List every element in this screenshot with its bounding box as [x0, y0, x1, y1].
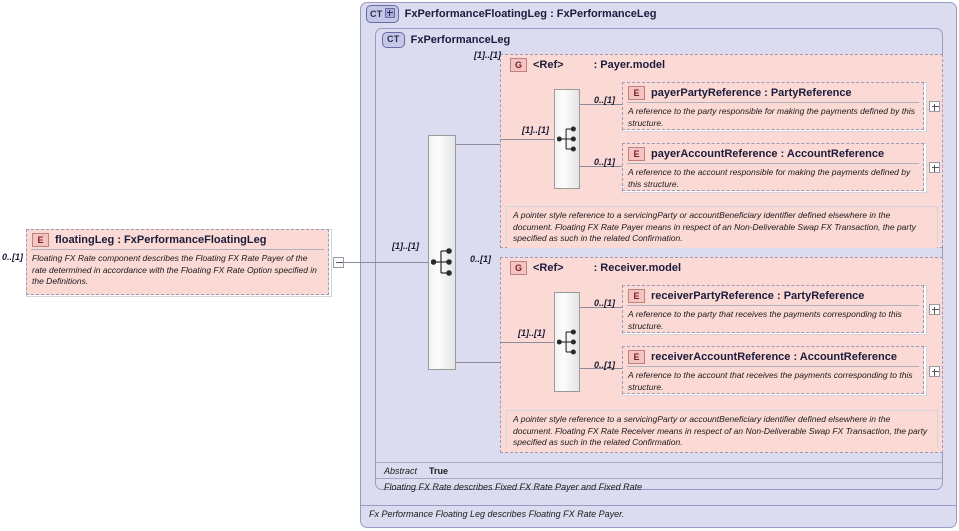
connector-line — [360, 262, 428, 263]
element-payer-account-reference[interactable] — [622, 143, 924, 191]
complextype-badge-inner-label: CT — [387, 34, 400, 44]
element-doc: A reference to the party that receives the payments corresponding to this structure. — [628, 309, 902, 331]
group-payer-doc-wrap — [506, 206, 938, 244]
outer-type-header — [366, 5, 656, 23]
complextype-badge-outer-label: CT — [370, 9, 383, 19]
inner-type-footer-doc: Floating FX Rate describes Fixed FX Rate Payer and Fixed Rate — [376, 478, 942, 492]
complextype-expand-icon[interactable] — [385, 8, 395, 18]
payer-party-ref-expand-toggle[interactable] — [929, 101, 940, 112]
group-payer-doc: A pointer style reference to a servicingParty or accountBeneficiary identifier defined elsewhere in the document. Floating FX Rate Payer means in respect of an Non-Deliverable Swap FX Transaction, the party specified as such in the related Confirmation. — [507, 207, 937, 248]
element-name: receiverPartyReference : PartyReference — [651, 290, 865, 302]
floating-leg-cardinality: 0..[1] — [2, 252, 24, 262]
group-payer-ref: <Ref> — [533, 59, 564, 71]
outer-type-title: FxPerformanceFloatingLeg : FxPerformanceLeg — [404, 8, 657, 20]
floating-leg-collapse-toggle[interactable] — [333, 257, 344, 268]
divider — [627, 366, 919, 367]
receiver-party-ref-cardinality: 0..[1] — [594, 298, 616, 308]
abstract-value: True — [429, 465, 449, 476]
inner-type-header — [382, 32, 510, 48]
payer-account-ref-expand-toggle[interactable] — [929, 162, 940, 173]
element-receiver-account-reference[interactable] — [622, 346, 924, 394]
abstract-property-row — [376, 462, 942, 478]
sequence-compositor-icon — [431, 245, 453, 279]
divider — [627, 102, 919, 103]
divider — [627, 163, 919, 164]
payer-account-ref-cardinality: 0..[1] — [594, 157, 616, 167]
element-name: payerPartyReference : PartyReference — [651, 87, 852, 99]
connector-line — [456, 144, 500, 145]
payer-party-ref-cardinality: 0..[1] — [594, 95, 616, 105]
divider — [627, 305, 919, 306]
element-header — [623, 83, 923, 100]
floating-leg-name: floatingLeg : FxPerformanceFloatingLeg — [55, 234, 267, 246]
element-badge: E — [628, 350, 645, 364]
group-payer-cardinality: [1]..[1] — [474, 50, 501, 60]
payer-sequence-cardinality: [1]..[1] — [522, 125, 549, 135]
element-header — [623, 347, 923, 364]
element-header — [623, 286, 923, 303]
element-doc: A reference to the account that receives the payments corresponding to this structure. — [628, 370, 913, 392]
divider — [31, 249, 324, 250]
sequence-compositor-icon — [557, 326, 577, 358]
sequence-compositor-icon — [557, 123, 577, 155]
connector-line — [456, 362, 500, 363]
complextype-badge-outer[interactable] — [366, 5, 399, 23]
element-badge: E — [628, 147, 645, 161]
group-receiver-doc-wrap — [506, 410, 938, 448]
element-badge: E — [32, 233, 49, 247]
connector-line — [344, 262, 360, 263]
element-receiver-party-reference[interactable] — [622, 285, 924, 333]
element-doc: A reference to the party responsible for making the payments defined by this structure. — [628, 106, 915, 128]
floating-leg-header — [27, 230, 328, 247]
group-payer-title: : Payer.model — [593, 59, 666, 71]
group-receiver-header — [510, 261, 681, 275]
element-payer-party-reference[interactable] — [622, 82, 924, 130]
group-payer-header — [510, 58, 665, 72]
group-receiver-ref: <Ref> — [533, 262, 564, 274]
complextype-badge-inner[interactable] — [382, 32, 405, 48]
group-receiver-title: : Receiver.model — [593, 262, 682, 274]
group-receiver-doc: A pointer style reference to a servicingParty or accountBeneficiary identifier defined elsewhere in the document. Floating FX Rate Receiver means in respect of an Non-Deliverable Swap FX Transaction, the party specified as such in the related Confirmation. — [507, 411, 937, 452]
group-receiver-cardinality: 0..[1] — [470, 254, 492, 264]
floating-leg-doc: Floating FX Rate component describes the Floating FX Rate Payer of the rate determined in accordance with the Floating FX Rate Option specified in the Definitions. — [32, 253, 317, 286]
element-name: receiverAccountReference : AccountReference — [651, 351, 897, 363]
element-header — [623, 144, 923, 161]
element-doc: A reference to the account responsible for making the payments defined by this structure. — [628, 167, 911, 189]
group-badge: G — [510, 261, 527, 275]
receiver-account-ref-cardinality: 0..[1] — [594, 360, 616, 370]
connector-line — [500, 342, 554, 343]
inner-type-title: FxPerformanceLeg — [410, 34, 511, 46]
receiver-sequence-cardinality: [1]..[1] — [518, 328, 545, 338]
floating-leg-element[interactable] — [26, 229, 329, 295]
connector-line — [500, 139, 554, 140]
receiver-account-ref-expand-toggle[interactable] — [929, 366, 940, 377]
root-sequence-cardinality: [1]..[1] — [392, 241, 419, 251]
element-badge: E — [628, 86, 645, 100]
abstract-label: Abstract — [384, 465, 418, 476]
element-badge: E — [628, 289, 645, 303]
outer-type-footer-doc: Fx Performance Floating Leg describes Floating FX Rate Payer. — [361, 505, 956, 522]
receiver-party-ref-expand-toggle[interactable] — [929, 304, 940, 315]
group-badge: G — [510, 58, 527, 72]
element-name: payerAccountReference : AccountReference — [651, 148, 885, 160]
